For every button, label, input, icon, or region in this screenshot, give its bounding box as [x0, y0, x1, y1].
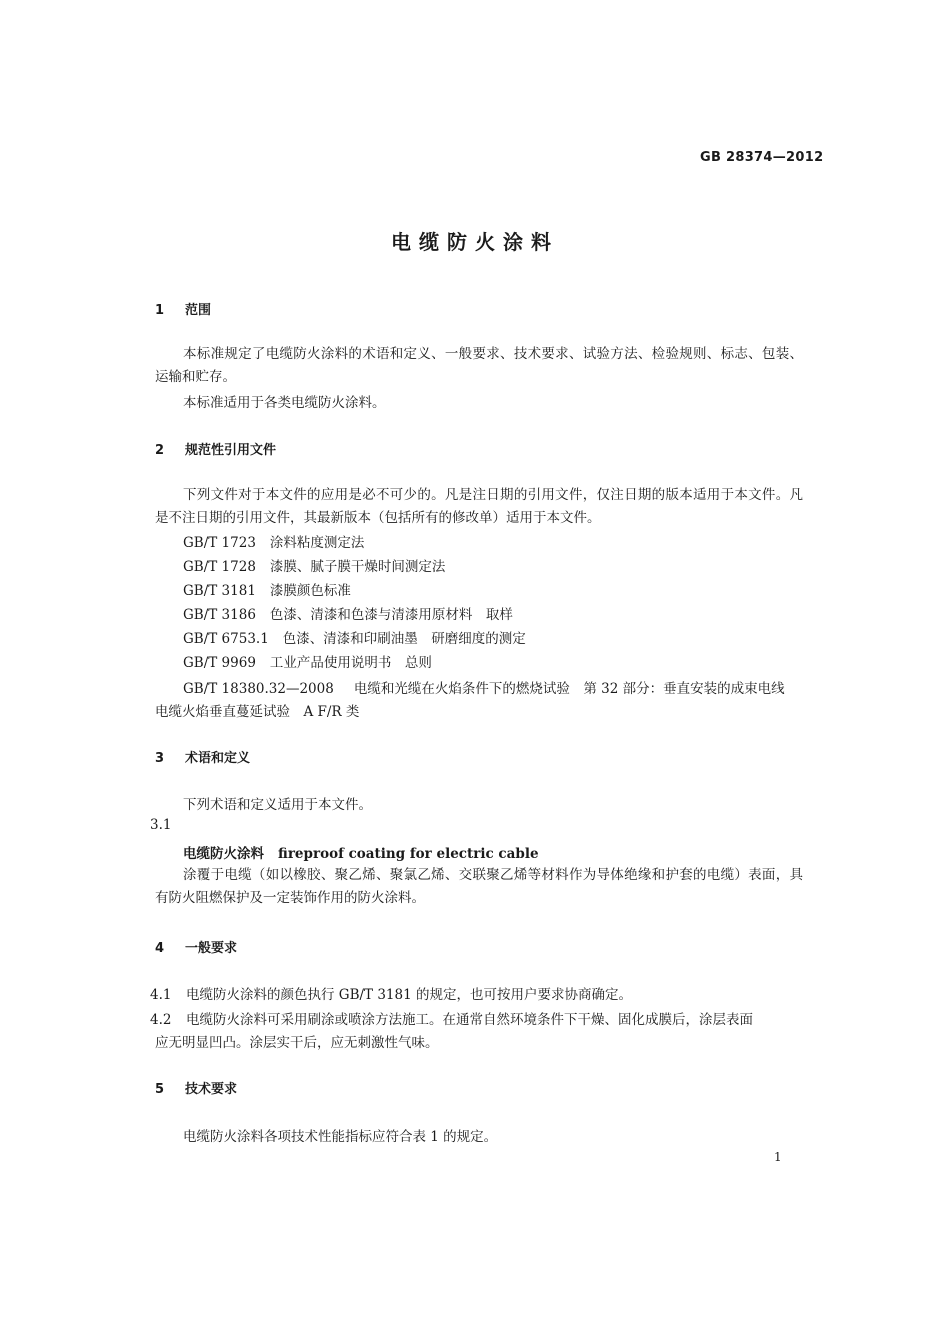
clause-text: 电缆防火涂料可采用刷涂或喷涂方法施工。在通常自然环境条件下干燥、固化成膜后，涂层表面: [186, 1012, 753, 1028]
term-number: 3.1: [150, 817, 172, 833]
reference-title: 漆膜、腻子膜干燥时间测定法: [269, 559, 446, 575]
reference-code: GB/T 3181: [183, 583, 256, 599]
section-3-heading: [155, 747, 250, 766]
clause-4-2: [150, 1008, 753, 1028]
section-5-heading: [155, 1078, 237, 1097]
reference-title: 色漆、清漆和色漆与清漆用原材料 取样: [269, 607, 513, 623]
reference-item: [183, 531, 364, 551]
section-number: 2: [155, 443, 165, 458]
reference-code: GB/T 18380.32—2008: [183, 681, 334, 697]
reference-code: GB/T 9969: [183, 655, 256, 671]
clause-text: 电缆防火涂料的颜色执行 GB/T 3181 的规定，也可按用户要求协商确定。: [186, 987, 632, 1003]
section-title: 规范性引用文件: [185, 443, 277, 458]
reference-code: GB/T 1723: [183, 535, 256, 551]
page-number: 1: [774, 1150, 782, 1164]
section-1-paragraph-2: 本标准适用于各类电缆防火涂料。: [183, 395, 386, 411]
reference-code: GB/T 1728: [183, 559, 256, 575]
section-title: 范围: [185, 303, 212, 318]
term-heading: [183, 842, 539, 862]
reference-title: 涂料粘度测定法: [269, 535, 365, 551]
clause-number: 4.1: [150, 987, 172, 1003]
reference-item: [183, 579, 351, 599]
term-chinese: 电缆防火涂料: [183, 846, 264, 862]
reference-item: [183, 555, 445, 575]
reference-item: [183, 627, 526, 647]
section-number: 1: [155, 303, 165, 318]
section-title: 技术要求: [185, 1082, 238, 1097]
clause-number: 4.2: [150, 1012, 172, 1028]
section-title: 术语和定义: [185, 751, 251, 766]
section-2-intro: 下列文件对于本文件的应用是必不可少的。凡是注日期的引用文件，仅注日期的版本适用于本文件。凡是不注日期的引用文件，其最新版本（包括所有的修改单）适用于本文件。: [155, 487, 803, 526]
section-1-paragraph-1: 本标准规定了电缆防火涂料的术语和定义、一般要求、技术要求、试验方法、检验规则、标志、包装、运输和贮存。: [155, 346, 803, 385]
section-number: 4: [155, 941, 165, 956]
document-title: 电缆防火涂料: [391, 230, 559, 254]
reference-title: 漆膜颜色标准: [269, 583, 351, 599]
section-3-intro: 下列术语和定义适用于本文件。: [183, 797, 372, 813]
reference-code: GB/T 3186: [183, 607, 256, 623]
reference-title: 色漆、清漆和印刷油墨 研磨细度的测定: [282, 631, 526, 647]
section-title: 一般要求: [185, 941, 238, 956]
reference-title: 电缆和光缆在火焰条件下的燃烧试验 第 32 部分：垂直安装的成束电线: [353, 681, 785, 697]
standard-number: GB 28374—2012: [700, 150, 824, 165]
section-5-text: 电缆防火涂料各项技术性能指标应符合表 1 的规定。: [183, 1129, 498, 1145]
term-english: fireproof coating for electric cable: [278, 846, 539, 862]
section-number: 3: [155, 751, 165, 766]
reference-item: [183, 677, 785, 697]
term-definition: 涂覆于电缆（如以橡胶、聚乙烯、聚氯乙烯、交联聚乙烯等材料作为导体绝缘和护套的电缆）表面，具有防火阻燃保护及一定装饰作用的防火涂料。: [155, 867, 803, 906]
section-4-heading: [155, 937, 237, 956]
reference-code: GB/T 6753.1: [183, 631, 269, 647]
reference-title: 工业产品使用说明书 总则: [269, 655, 432, 671]
clause-4-2-continued: 应无明显凹凸。涂层实干后，应无刺激性气味。: [155, 1035, 439, 1051]
clause-4-1: [150, 983, 632, 1003]
reference-title-continued: 电缆火焰垂直蔓延试验 A F/R 类: [155, 704, 360, 720]
reference-item: [183, 603, 513, 623]
section-1-heading: [155, 299, 211, 318]
reference-item: [183, 651, 432, 671]
section-2-heading: [155, 439, 276, 458]
section-number: 5: [155, 1082, 165, 1097]
